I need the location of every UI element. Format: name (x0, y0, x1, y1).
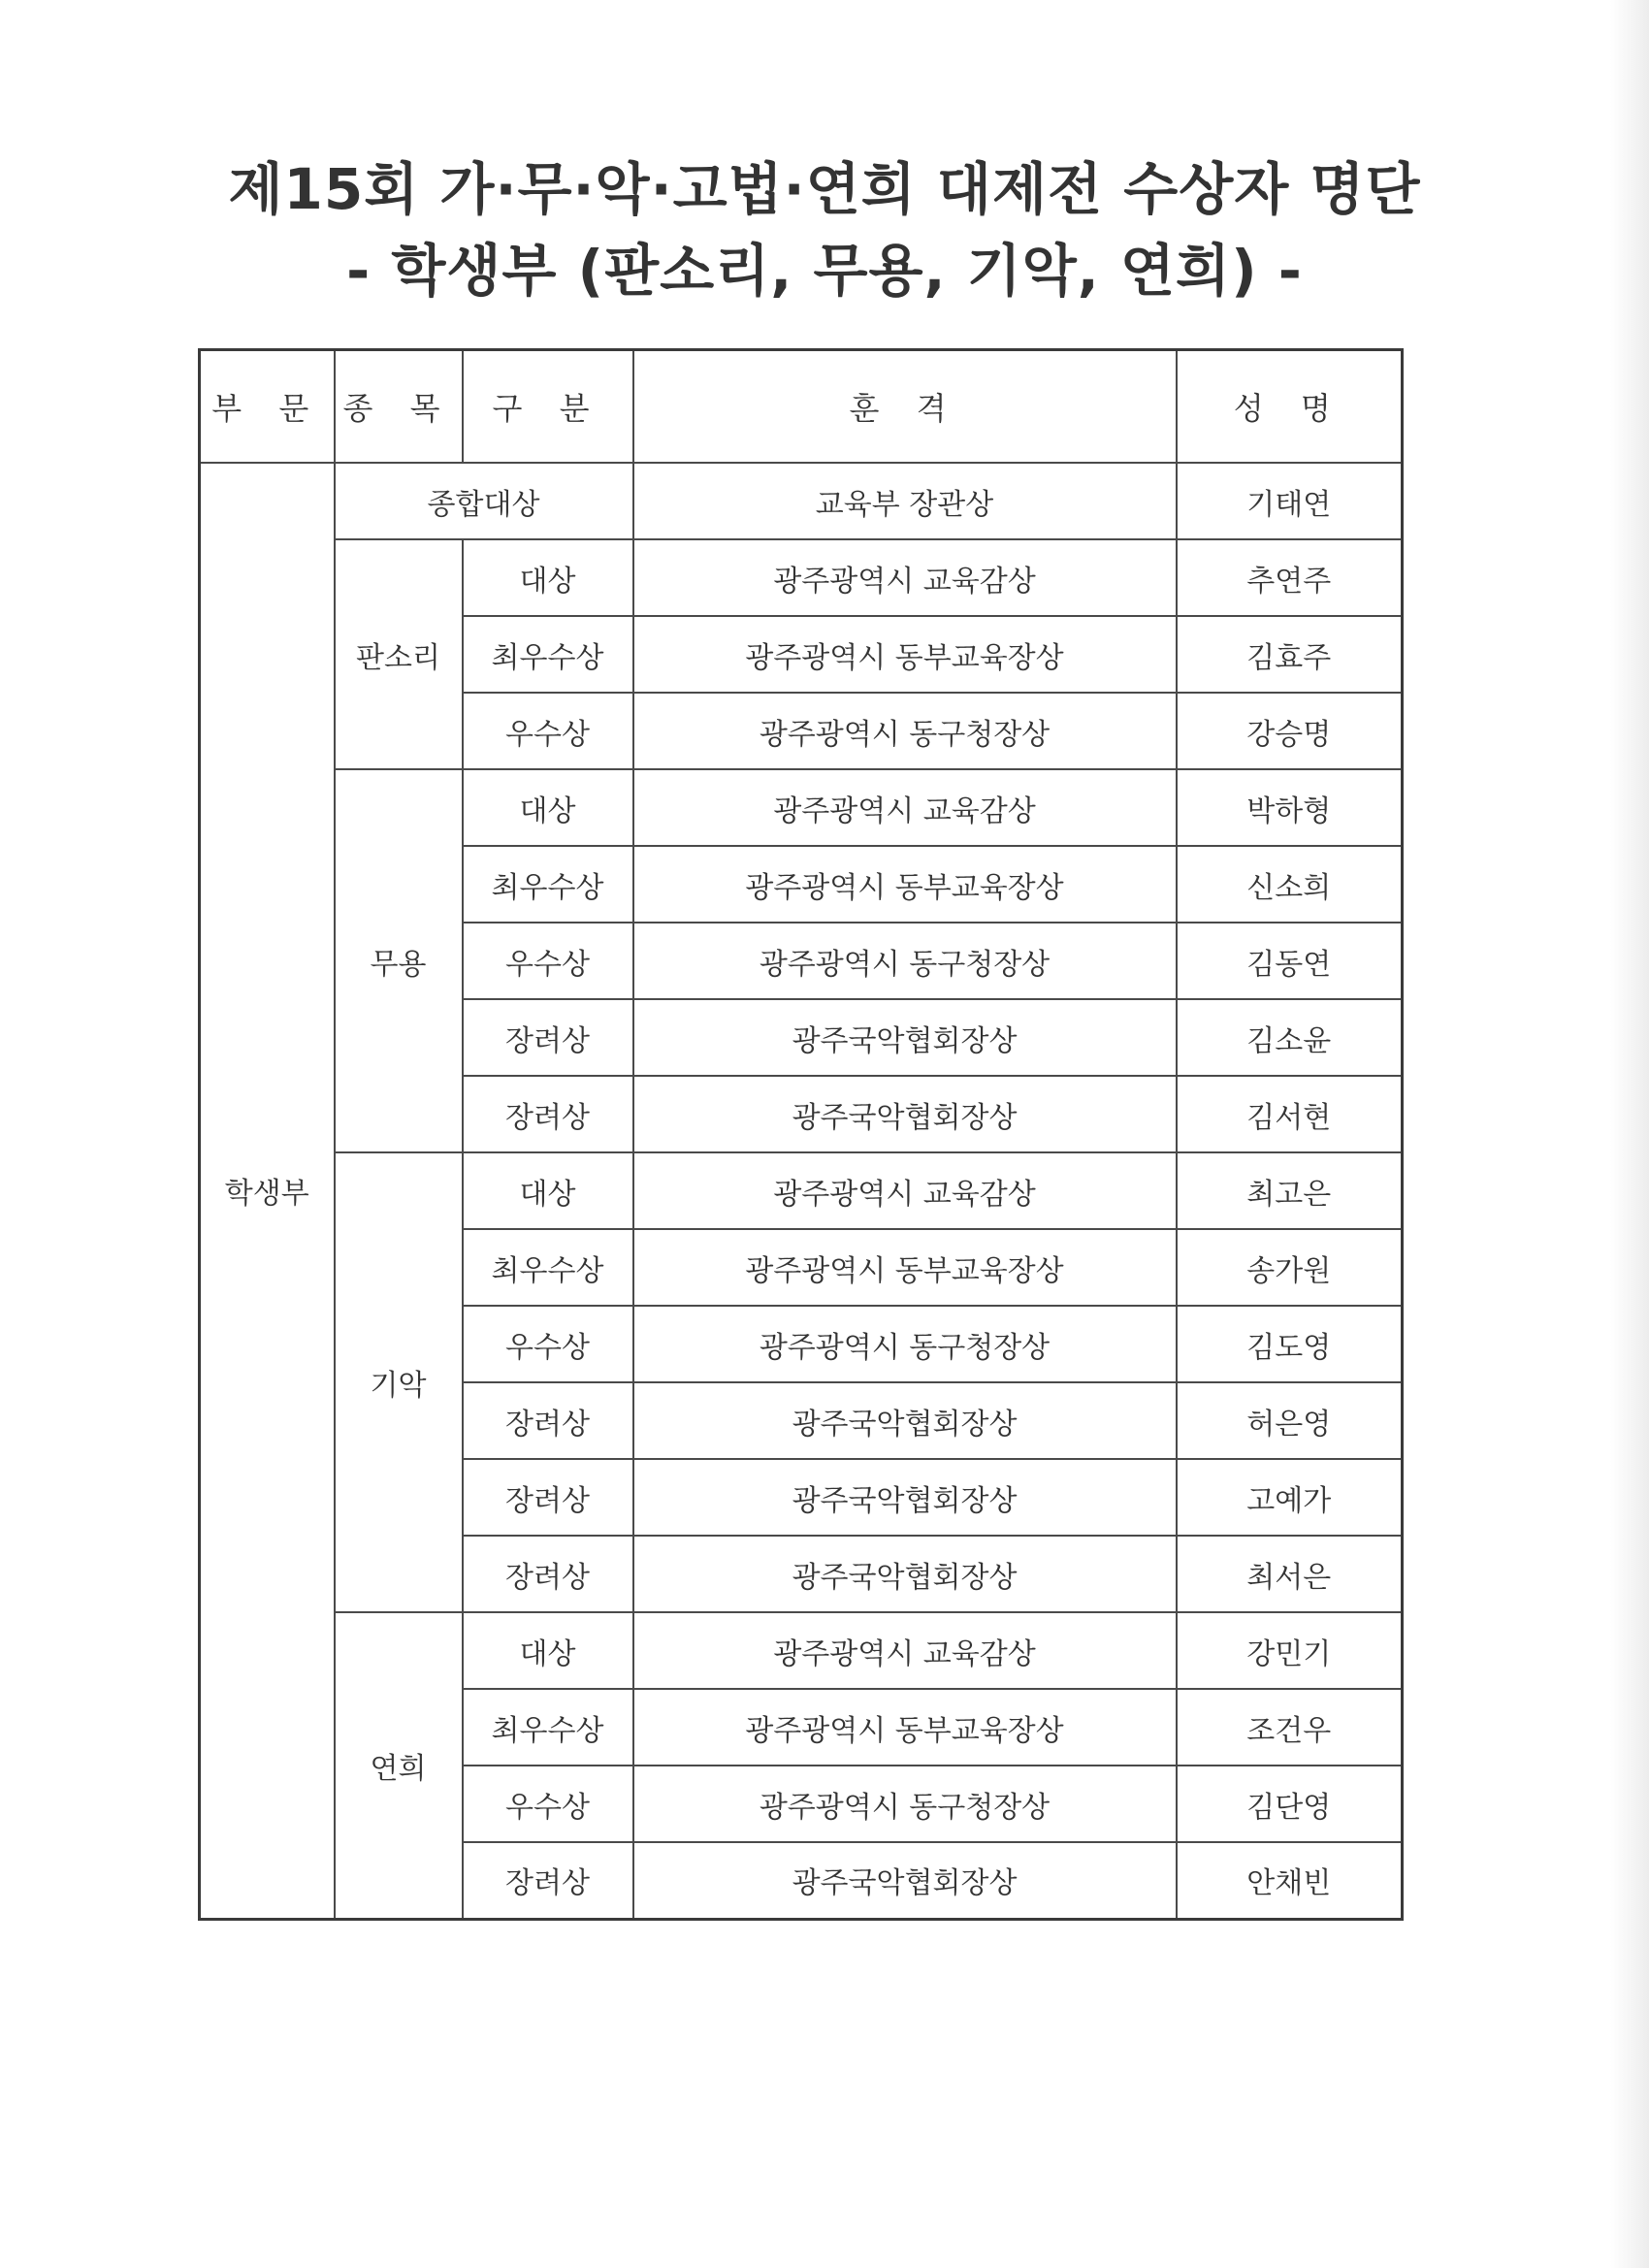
grand-prize-label: 종합대상 (335, 463, 633, 539)
name-cell: 고예가 (1177, 1459, 1403, 1536)
table-row (200, 1152, 1403, 1229)
name-cell: 추연주 (1177, 539, 1403, 616)
division-cell: 우수상 (463, 1306, 633, 1382)
division-cell: 대상 (463, 539, 633, 616)
name-cell: 김소윤 (1177, 999, 1403, 1076)
award-cell: 광주광역시 동부교육장상 (633, 1229, 1177, 1306)
header-award: 훈 격 (633, 350, 1177, 464)
category-cell: 기악 (335, 1152, 463, 1612)
award-cell: 광주국악협회장상 (633, 1536, 1177, 1612)
division-cell: 우수상 (463, 1766, 633, 1842)
division-cell: 최우수상 (463, 1229, 633, 1306)
category-cell: 무용 (335, 769, 463, 1152)
award-cell: 광주국악협회장상 (633, 1382, 1177, 1459)
awards-table (198, 348, 1404, 1921)
division-cell: 장려상 (463, 1842, 633, 1919)
awards-table-body (200, 463, 1403, 1919)
award-cell: 광주광역시 교육감상 (633, 539, 1177, 616)
name-cell: 김효주 (1177, 616, 1403, 693)
document-subtitle: - 학생부 (판소리, 무용, 기악, 연희) - (346, 238, 1303, 304)
award-cell: 광주광역시 동부교육장상 (633, 616, 1177, 693)
table-row (200, 1612, 1403, 1689)
table-row (200, 539, 1403, 616)
division-cell: 장려상 (463, 1382, 633, 1459)
award-cell: 광주광역시 교육감상 (633, 769, 1177, 846)
award-cell: 광주광역시 동구청장상 (633, 1766, 1177, 1842)
name-cell: 허은영 (1177, 1382, 1403, 1459)
header-row (200, 350, 1403, 464)
document-title: 제15회 가·무·악·고법·연희 대제전 수상자 명단 (228, 156, 1421, 222)
header-category: 종 목 (335, 350, 463, 464)
name-cell: 김동연 (1177, 923, 1403, 999)
division-cell: 장려상 (463, 999, 633, 1076)
name-cell: 김서현 (1177, 1076, 1403, 1152)
division-cell: 대상 (463, 1152, 633, 1229)
header-division: 구 분 (463, 350, 633, 464)
grand-prize-name: 기태연 (1177, 463, 1403, 539)
category-cell: 판소리 (335, 539, 463, 769)
award-cell: 광주국악협회장상 (633, 1842, 1177, 1919)
award-cell: 광주국악협회장상 (633, 1076, 1177, 1152)
name-cell: 김도영 (1177, 1306, 1403, 1382)
award-cell: 광주광역시 동구청장상 (633, 923, 1177, 999)
name-cell: 김단영 (1177, 1766, 1403, 1842)
award-cell: 광주광역시 동부교육장상 (633, 1689, 1177, 1766)
division-cell: 우수상 (463, 693, 633, 769)
division-cell: 최우수상 (463, 1689, 633, 1766)
name-cell: 안채빈 (1177, 1842, 1403, 1919)
category-cell: 연희 (335, 1612, 463, 1919)
name-cell: 조건우 (1177, 1689, 1403, 1766)
division-cell: 장려상 (463, 1076, 633, 1152)
name-cell: 송가원 (1177, 1229, 1403, 1306)
name-cell: 강승명 (1177, 693, 1403, 769)
award-cell: 광주광역시 동부교육장상 (633, 846, 1177, 923)
award-cell: 광주국악협회장상 (633, 1459, 1177, 1536)
division-cell: 장려상 (463, 1536, 633, 1612)
division-cell: 최우수상 (463, 616, 633, 693)
grand-prize-row (200, 463, 1403, 539)
division-cell: 우수상 (463, 923, 633, 999)
award-cell: 광주광역시 교육감상 (633, 1612, 1177, 1689)
name-cell: 최고은 (1177, 1152, 1403, 1229)
name-cell: 최서은 (1177, 1536, 1403, 1612)
division-cell: 최우수상 (463, 846, 633, 923)
scan-edge-shadow (1610, 0, 1649, 2268)
name-cell: 박하형 (1177, 769, 1403, 846)
name-cell: 강민기 (1177, 1612, 1403, 1689)
award-cell: 광주광역시 동구청장상 (633, 693, 1177, 769)
award-cell: 광주광역시 동구청장상 (633, 1306, 1177, 1382)
division-cell: 대상 (463, 769, 633, 846)
name-cell: 신소희 (1177, 846, 1403, 923)
award-cell: 광주광역시 교육감상 (633, 1152, 1177, 1229)
grand-prize-award: 교육부 장관상 (633, 463, 1177, 539)
division-cell: 대상 (463, 1612, 633, 1689)
header-name: 성 명 (1177, 350, 1403, 464)
department-cell: 학생부 (200, 463, 335, 1919)
table-row (200, 769, 1403, 846)
award-cell: 광주국악협회장상 (633, 999, 1177, 1076)
header-department: 부 문 (200, 350, 335, 464)
division-cell: 장려상 (463, 1459, 633, 1536)
